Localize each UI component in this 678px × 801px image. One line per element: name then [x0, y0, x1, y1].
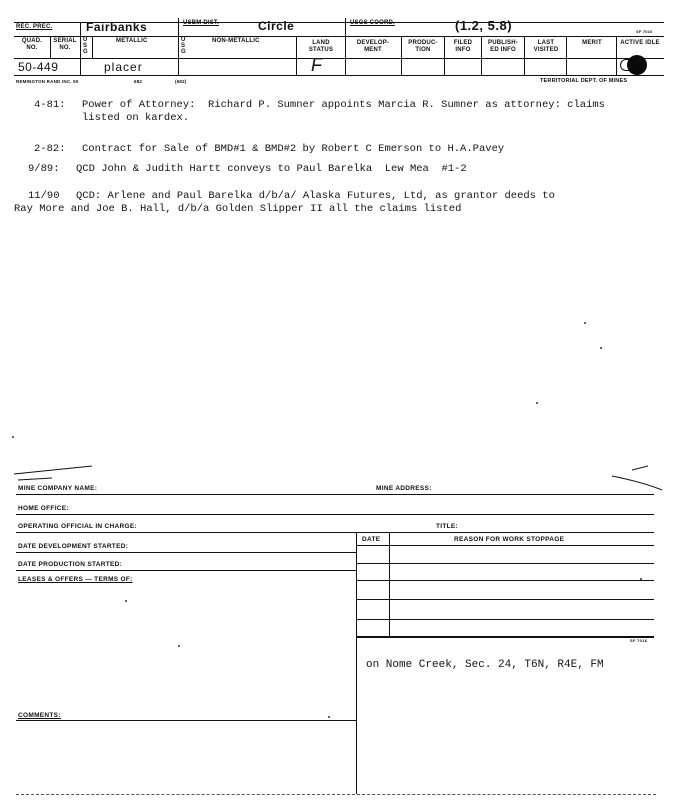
usgs-coord-value: (1.2, 5.8)	[455, 18, 513, 33]
reason-label: REASON FOR WORK STOPPAGE	[454, 536, 565, 543]
usbm-dist-value: Circle	[258, 19, 295, 33]
entry-3-text: QCD John & Judith Hartt conveys to Paul Barelka Lew Mea #1-2	[76, 163, 467, 175]
entry-3-date: 9/89:	[28, 163, 60, 175]
merit-label: MERIT	[582, 40, 602, 46]
quad-label: QUAD. NO.	[21, 38, 43, 51]
comments-label: COMMENTS:	[18, 712, 61, 719]
metallic-usg-g: G	[83, 49, 88, 55]
entry-4-text: QCD: Arlene and Paul Barelka d/b/a/ Alaska Futures, Ltd, as grantor deeds to	[76, 190, 555, 202]
published-info-label: PUBLISH- ED INFO	[488, 40, 518, 53]
form-number-top: SF 7016	[636, 29, 653, 34]
entry-2-date: 2-82:	[34, 143, 66, 155]
nonmetallic-usg-g: G	[181, 49, 186, 55]
dept-line: TERRITORIAL DEPT. OF MINES	[540, 78, 628, 84]
metallic-usg-u: U	[83, 37, 88, 43]
home-office-label: HOME OFFICE:	[18, 505, 69, 512]
printer-line: REMINGTON RAND INC. 50	[16, 79, 79, 84]
date-col-label: DATE	[362, 536, 381, 543]
development-label: DEVELOP- MENT	[356, 40, 390, 53]
production-label: PRODUC- TION	[408, 40, 438, 53]
active-idle-label: ACTIVE IDLE	[620, 40, 660, 46]
nonmetallic-label: NON-METALLIC	[212, 38, 260, 44]
land-status-value: F	[311, 55, 323, 75]
metallic-label: METALLIC	[116, 38, 148, 44]
date-production-started-label: DATE PRODUCTION STARTED:	[18, 561, 123, 568]
type-value: placer	[104, 60, 143, 74]
entry-1-date: 4-81:	[34, 99, 66, 111]
nonmetallic-usg-s: S	[181, 43, 186, 49]
active-dot-icon	[627, 55, 647, 75]
filed-info-label: FILED INFO	[453, 40, 473, 53]
entry-1-text: Power of Attorney: Richard P. Sumner appoints Marcia R. Sumner as attorney: claims	[82, 99, 605, 111]
usbm-dist-label: USBM DIST.	[183, 20, 220, 26]
form-number-bottom: SF 7016	[630, 638, 648, 643]
land-status-label: LAND STATUS	[308, 40, 334, 53]
entry-1-cont: listed on kardex.	[82, 112, 190, 124]
title-label: TITLE:	[436, 523, 459, 530]
printer-mark-2: (682)	[175, 79, 187, 84]
leases-label: LEASES & OFFERS — TERMS OF:	[18, 576, 133, 583]
rec-prec-value: Fairbanks	[86, 20, 148, 34]
serial-value: 50-449	[18, 60, 59, 74]
bottom-edge	[16, 794, 656, 795]
rec-prec-label: REC. PREC.	[16, 24, 53, 30]
printer-mark-1: 682	[134, 79, 143, 84]
metallic-usg-s: S	[83, 43, 88, 49]
entry-4-cont: Ray More and Joe B. Hall, d/b/a Golden Slipper II all the claims listed	[14, 203, 462, 215]
mine-address-label: MINE ADDRESS:	[376, 485, 432, 492]
entry-4-date: 11/90	[28, 190, 60, 202]
nonmetallic-usg-u: U	[181, 37, 186, 43]
card-edge	[12, 462, 666, 492]
entry-2-text: Contract for Sale of BMD#1 & BMD#2 by Robert C Emerson to H.A.Pavey	[82, 143, 505, 155]
date-development-started-label: DATE DEVELOPMENT STARTED:	[18, 543, 129, 550]
mine-company-name-label: MINE COMPANY NAME:	[18, 485, 98, 492]
location-note: on Nome Creek, Sec. 24, T6N, R4E, FM	[366, 659, 604, 671]
idle-mark-icon	[620, 59, 629, 71]
usgs-coord-label: USGS COORD.	[350, 20, 395, 26]
serial-label: SERIAL NO.	[53, 38, 77, 51]
operating-official-label: OPERATING OFFICIAL IN CHARGE:	[18, 523, 137, 530]
last-visited-label: LAST VISITED	[533, 40, 559, 53]
